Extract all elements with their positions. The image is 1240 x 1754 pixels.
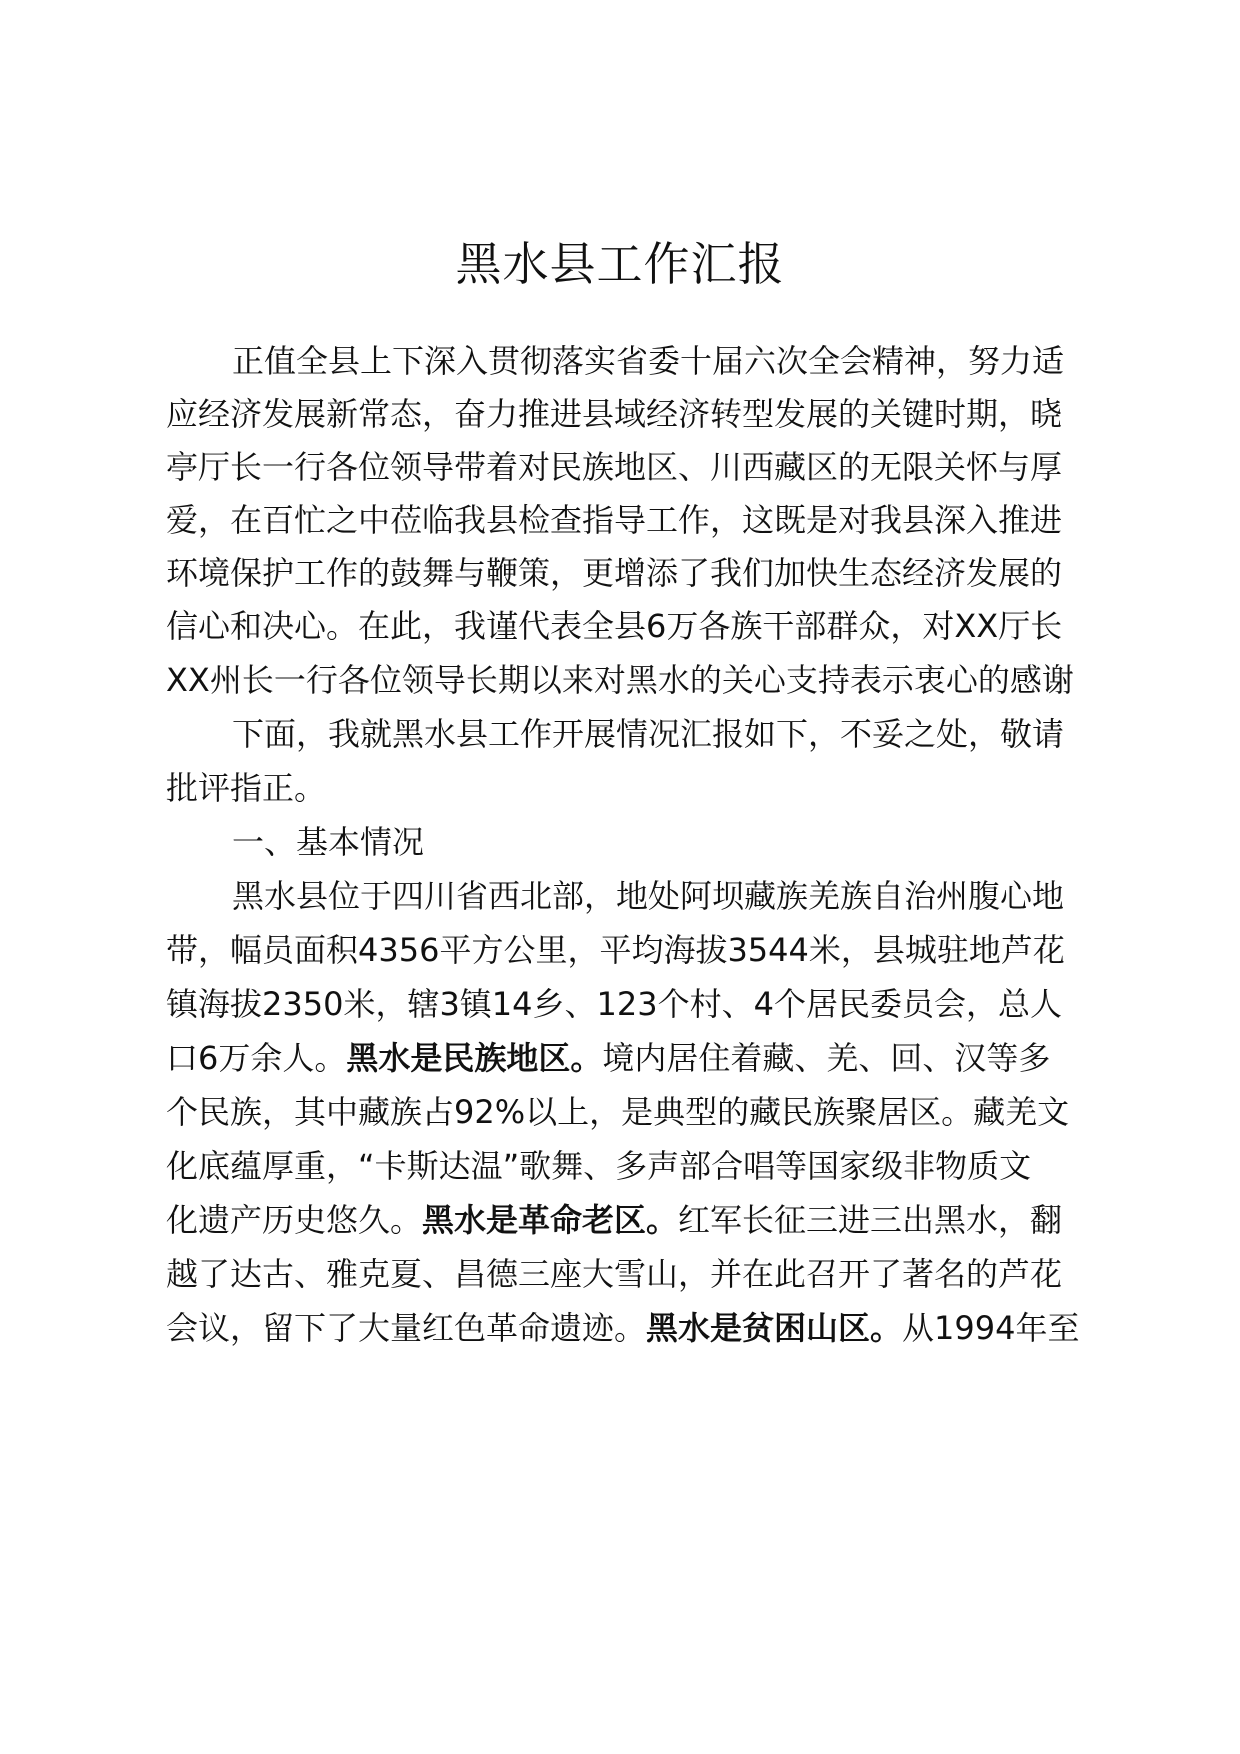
emphasis-text: 黑水是革命老区。	[422, 1201, 679, 1239]
text-run: 红军长征三进三出黑水，翻	[678, 1201, 1063, 1239]
emphasis-text: 黑水是贫困山区。	[646, 1309, 903, 1347]
document-title: 黑水县工作汇报	[455, 237, 785, 291]
section-heading	[232, 814, 424, 870]
paragraph-line	[166, 492, 1062, 548]
text-run: 批评指正。	[166, 769, 327, 807]
text-run: 镇海拔2350米，辖3镇14乡、123个村、4个居民委员会，总人	[166, 985, 1062, 1023]
text-run: 从1994年至	[902, 1309, 1080, 1347]
paragraph-line	[232, 706, 1064, 762]
text-run: 信心和决心。在此，我谨代表全县6万各族干部群众，对XX厅长	[166, 607, 1063, 645]
text-run: 应经济发展新常态，奋力推进县域经济转型发展的关键时期，晓	[166, 395, 1063, 433]
text-run: 口6万余人。	[166, 1039, 347, 1077]
paragraph-line	[166, 1192, 1062, 1248]
text-run: 黑水县位于四川省西北部，地处阿坝藏族羌族自治州腹心地	[232, 877, 1065, 915]
text-run: 爱，在百忙之中莅临我县检查指导工作，这既是对我县深入推进	[166, 501, 1063, 539]
text-run: 越了达古、雅克夏、昌德三座大雪山，并在此召开了著名的芦花	[166, 1255, 1063, 1293]
paragraph-line	[166, 598, 1062, 654]
text-run: XX州长一行各位领导长期以来对黑水的关心支持表示衷心的感谢	[166, 661, 1074, 699]
paragraph-line	[166, 545, 1062, 601]
paragraph-line	[166, 652, 1074, 708]
emphasis-text: 黑水是民族地区。	[346, 1039, 603, 1077]
text-run: 化遗产历史悠久。	[166, 1201, 423, 1239]
paragraph-line	[166, 1138, 1031, 1194]
text-run: 一、基本情况	[232, 823, 425, 861]
paragraph-line	[166, 1246, 1062, 1302]
paragraph-line	[232, 333, 1064, 389]
paragraph-line	[232, 868, 1064, 924]
text-run: 境内居住着藏、羌、回、汉等多	[602, 1039, 1051, 1077]
paragraph-line	[166, 1084, 1069, 1140]
text-run: 环境保护工作的鼓舞与鞭策，更增添了我们加快生态经济发展的	[166, 554, 1063, 592]
paragraph-line	[166, 1300, 1079, 1356]
paragraph-line	[166, 760, 326, 816]
text-run: 个民族，其中藏族占92%以上，是典型的藏民族聚居区。藏羌文	[166, 1093, 1070, 1131]
paragraph-line	[166, 976, 1062, 1032]
paragraph-line	[166, 386, 1062, 442]
text-run: 正值全县上下深入贯彻落实省委十届六次全会精神，努力适	[232, 342, 1065, 380]
paragraph-line	[166, 922, 1065, 978]
paragraph-line	[166, 439, 1062, 495]
text-run: 会议，留下了大量红色革命遗迹。	[166, 1309, 647, 1347]
text-run: 下面，我就黑水县工作开展情况汇报如下，不妥之处，敬请	[232, 715, 1065, 753]
text-run: 化底蕴厚重，“卡斯达温”歌舞、多声部合唱等国家级非物质文	[166, 1147, 1032, 1185]
text-run: 带，幅员面积4356平方公里，平均海拔3544米，县城驻地芦花	[166, 931, 1065, 969]
text-run: 亭厅长一行各位领导带着对民族地区、川西藏区的无限关怀与厚	[166, 448, 1063, 486]
paragraph-line	[166, 1030, 1050, 1086]
